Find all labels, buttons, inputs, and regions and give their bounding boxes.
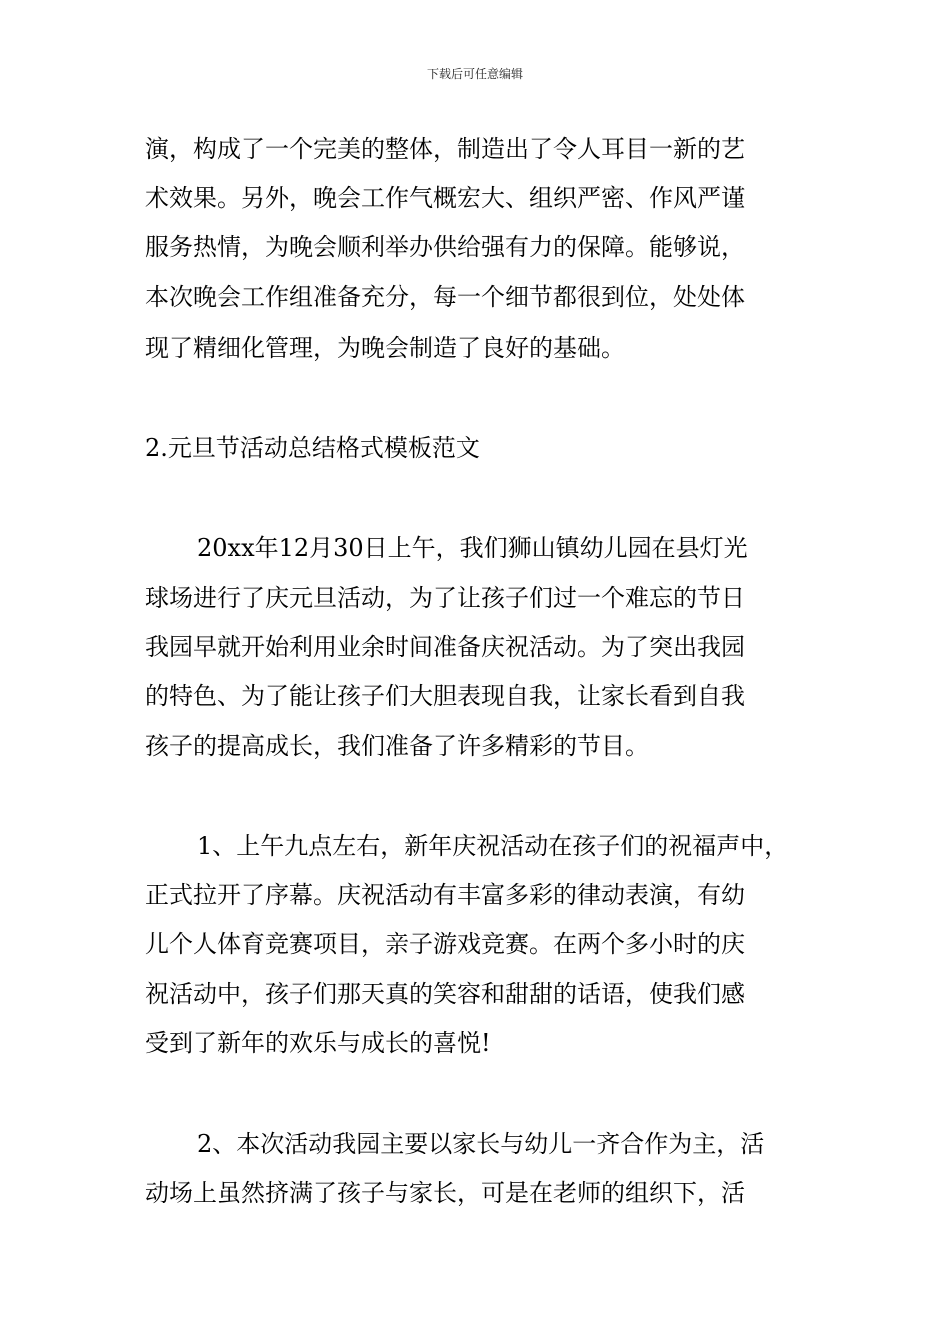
paragraph-1-line-3: 服务热情，为晚会顺利举办供给强有力的保障。能够说， — [145, 233, 745, 261]
paragraph-2-line-1: 20xx年12月30日上午，我们狮山镇幼儿园在县灯光 — [197, 534, 748, 562]
paragraph-1-line-4: 本次晚会工作组准备充分，每一个细节都很到位，处处体 — [145, 283, 745, 311]
paragraph-3-line-4: 祝活动中，孩子们那天真的笑容和甜甜的话语，使我们感 — [145, 980, 745, 1008]
paragraph-2-line-5: 孩子的提高成长，我们准备了许多精彩的节目。 — [145, 732, 649, 760]
paragraph-2-line-3: 我园早就开始利用业余时间准备庆祝活动。为了突出我园 — [145, 633, 745, 661]
section-heading: 2.元旦节活动总结格式模板范文 — [145, 434, 480, 462]
paragraph-1-line-5: 现了精细化管理，为晚会制造了良好的基础。 — [145, 334, 625, 362]
paragraph-3-line-1: 1、上午九点左右，新年庆祝活动在孩子们的祝福声中， — [197, 832, 789, 860]
paragraph-3-line-2: 正式拉开了序幕。庆祝活动有丰富多彩的律动表演，有幼 — [145, 881, 745, 909]
paragraph-4-line-1: 2、本次活动我园主要以家长与幼儿一齐合作为主，活 — [197, 1130, 765, 1158]
page-header-note: 下载后可任意编辑 — [426, 67, 523, 81]
paragraph-1-line-2: 术效果。另外，晚会工作气概宏大、组织严密、作风严谨 — [145, 184, 745, 212]
paragraph-4-line-2: 动场上虽然挤满了孩子与家长，可是在老师的组织下，活 — [145, 1179, 745, 1207]
paragraph-1-line-1: 演，构成了一个完美的整体，制造出了令人耳目一新的艺 — [145, 135, 745, 163]
paragraph-3-line-5: 受到了新年的欢乐与成长的喜悦! — [145, 1029, 491, 1057]
paragraph-3-line-3: 儿个人体育竞赛项目，亲子游戏竞赛。在两个多小时的庆 — [145, 930, 745, 958]
paragraph-2-line-2: 球场进行了庆元旦活动，为了让孩子们过一个难忘的节日 — [145, 584, 745, 612]
paragraph-2-line-4: 的特色、为了能让孩子们大胆表现自我，让家长看到自我 — [145, 682, 745, 710]
